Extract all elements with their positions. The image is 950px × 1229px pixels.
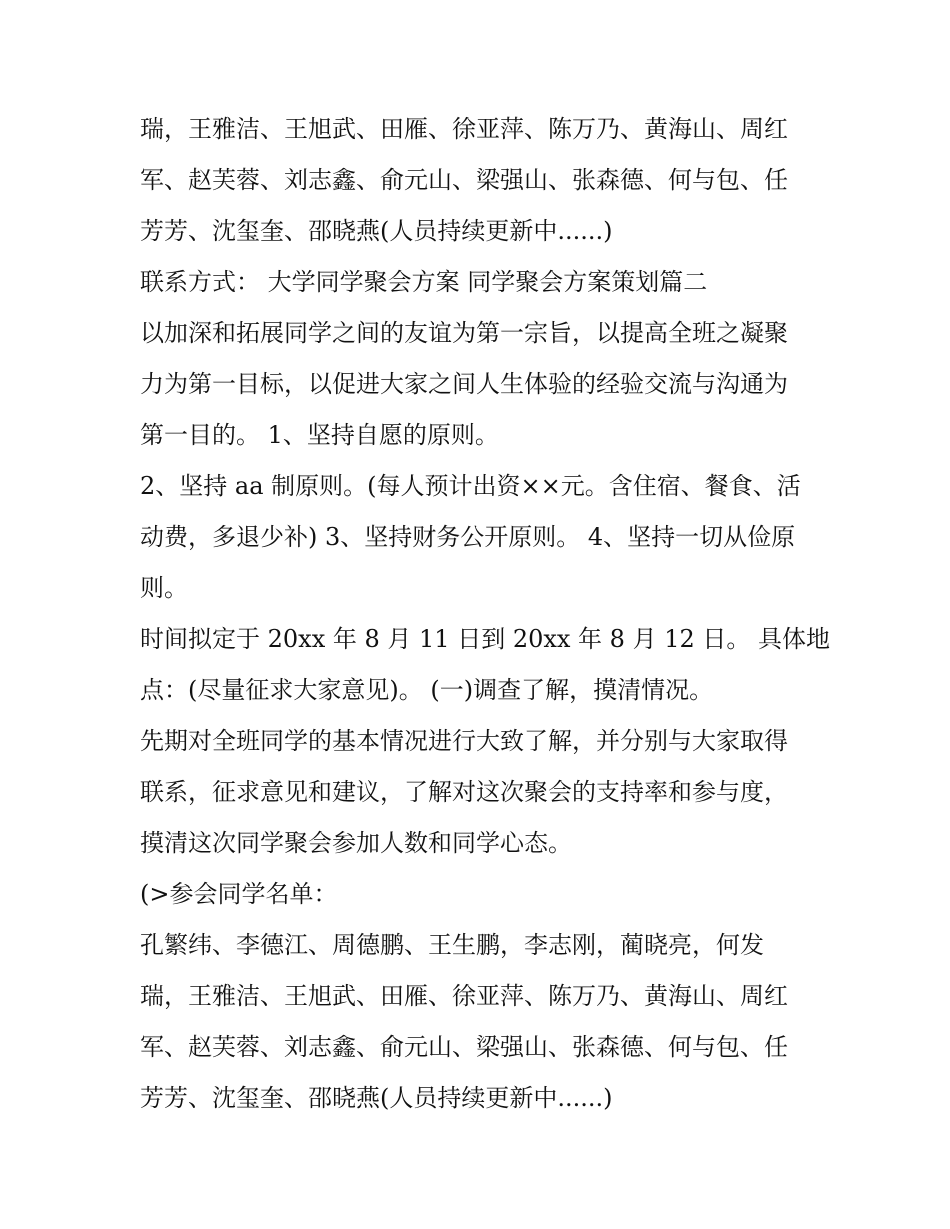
text-line: 先期对全班同学的基本情况进行大致了解，并分别与大家取得 bbox=[140, 727, 788, 755]
text-line: 瑞，王雅洁、王旭武、田雁、徐亚萍、陈万乃、黄海山、周红 bbox=[140, 982, 788, 1010]
text-line: 点：(尽量征求大家意见)。 (一)调查了解，摸清情况。 bbox=[140, 676, 714, 704]
text-line: 瑞，王雅洁、王旭武、田雁、徐亚萍、陈万乃、黄海山、周红 bbox=[140, 115, 788, 143]
text-line: 动费，多退少补) 3、坚持财务公开原则。 4、坚持一切从俭原 bbox=[140, 523, 796, 551]
text-line: 孔繁纬、李德江、周德鹏、王生鹏，李志刚，蔺晓亮，何发 bbox=[140, 931, 764, 959]
text-line: 2、坚持 aa 制原则。(每人预计出资××元。含住宿、餐食、活 bbox=[140, 472, 801, 500]
text-line: 第一目的。 1、坚持自愿的原则。 bbox=[140, 421, 499, 449]
text-line: 联系方式： 大学同学聚会方案 同学聚会方案策划篇二 bbox=[140, 268, 708, 296]
text-line: 力为第一目标，以促进大家之间人生体验的经验交流与沟通为 bbox=[140, 370, 788, 398]
text-line: 摸清这次同学聚会参加人数和同学心态。 bbox=[140, 829, 572, 857]
text-line: 则。 bbox=[140, 574, 188, 602]
text-line: 时间拟定于 20xx 年 8 月 11 日到 20xx 年 8 月 12 日。 具体地 bbox=[140, 625, 831, 653]
document-body bbox=[140, 104, 830, 1124]
text-line: 军、赵芙蓉、刘志鑫、俞元山、梁强山、张森德、何与包、任 bbox=[140, 1033, 788, 1061]
text-line: 芳芳、沈玺奎、邵晓燕(人员持续更新中......) bbox=[140, 1084, 613, 1112]
text-line: 军、赵芙蓉、刘志鑫、俞元山、梁强山、张森德、何与包、任 bbox=[140, 166, 788, 194]
text-line: 联系，征求意见和建议，了解对这次聚会的支持率和参与度， bbox=[140, 778, 788, 806]
text-line: (>参会同学名单： bbox=[140, 880, 338, 908]
text-line: 以加深和拓展同学之间的友谊为第一宗旨，以提高全班之凝聚 bbox=[140, 319, 788, 347]
text-line: 芳芳、沈玺奎、邵晓燕(人员持续更新中......) bbox=[140, 217, 613, 245]
